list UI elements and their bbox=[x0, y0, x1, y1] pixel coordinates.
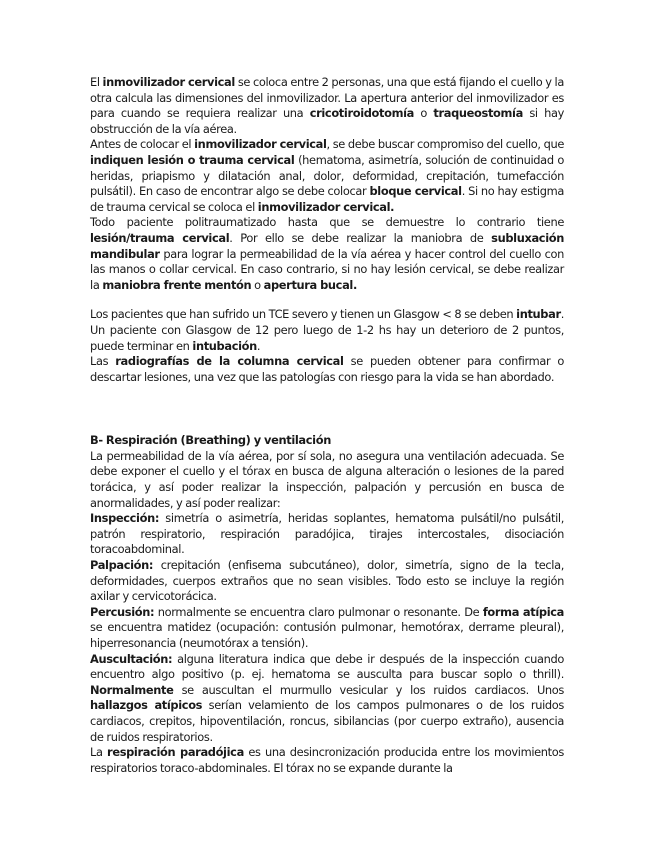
text-run: alguna literatura indica que debe ir después de la inspección cuando encuentro algo positivo (p. ej. hematoma se ausculta para buscar soplo o thrill). bbox=[90, 651, 564, 682]
text-run: Antes de colocar el bbox=[90, 137, 195, 152]
text-run: se pueden obtener para confirmar o descartar lesiones, una vez que las patologías con riesgo para la vida se han abordado. bbox=[90, 354, 564, 384]
text-run: . bbox=[256, 338, 261, 353]
bold-term: Palpación: bbox=[90, 558, 154, 573]
text-run: (hematoma, asimetría, solución de continuidad o heridas, priapismo y dilatación anal, dolor, deformidad, crepitación, tumefacción pulsátil). En caso de encontrar algo se debe colocar bbox=[90, 152, 564, 199]
bold-term: inmovilizador cervical bbox=[102, 75, 235, 89]
section-a-body bbox=[90, 75, 564, 385]
bold-term: forma atípica bbox=[482, 604, 564, 619]
bold-term: hallazgos atípicos bbox=[90, 698, 203, 713]
section-b-body bbox=[90, 449, 564, 776]
paragraph bbox=[90, 449, 564, 511]
paragraph bbox=[90, 605, 564, 652]
bold-term: Inspección: bbox=[90, 511, 160, 526]
paragraph bbox=[90, 652, 564, 746]
bold-term: radiografías de la columna cervical bbox=[115, 354, 344, 369]
paragraph bbox=[90, 745, 564, 776]
text-run: Las bbox=[90, 354, 116, 369]
bold-term: traqueostomía bbox=[433, 106, 523, 121]
bold-term: indiquen lesión o trauma cervical bbox=[90, 152, 295, 167]
bold-term: respiración paradójica bbox=[107, 745, 244, 760]
text-run: se coloca entre 2 personas, una que está fijando el cuello y la otra calcula las dimensiones del inmovilizador. La apertura anterior del inmovilizador es para cuando se requiera realizar una bbox=[90, 75, 564, 121]
bold-term: apertura bucal. bbox=[263, 277, 357, 292]
text-run: . Un paciente con Glasgow de 12 pero luego de 1-2 hs hay un deterioro de 2 puntos, puede terminar en bbox=[90, 307, 564, 353]
paragraph bbox=[90, 354, 564, 385]
text-run: El bbox=[90, 75, 103, 89]
section-b-title: B- Respiración (Breathing) y ventilación bbox=[90, 433, 331, 448]
bold-term: Auscultación: bbox=[90, 651, 173, 666]
text-run: La permeabilidad de la vía aérea, por sí sola, no asegura una ventilación adecuada. Se debe exponer el cuello y el tórax en busca de alguna alteración o lesiones de la pared torácica, y así poder realizar la inspección, palpación y percusión en busca de anormalidades, y así poder realizar: bbox=[90, 448, 564, 510]
paragraph bbox=[90, 75, 564, 137]
text-run: , se debe buscar compromiso del cuello, que bbox=[326, 137, 564, 152]
document-page bbox=[90, 75, 564, 776]
text-run: si hay obstrucción de la vía aérea. bbox=[90, 106, 564, 136]
text-run: o bbox=[251, 277, 264, 292]
bold-term: lesión/trauma cervical bbox=[90, 230, 230, 245]
bold-term: Normalmente bbox=[90, 682, 174, 697]
paragraph bbox=[90, 558, 564, 605]
text-run: se encuentra matidez (ocupación: contusión pulmonar, hemotórax, derrame pleural), hiperresonancia (neumotórax a tensión). bbox=[90, 620, 564, 650]
text-run: Los pacientes que han sufrido un TCE severo y tienen un Glasgow < 8 se deben bbox=[90, 307, 517, 322]
paragraph bbox=[90, 215, 564, 293]
text-run: simetría o asimetría, heridas soplantes, hematoma pulsátil/no pulsátil, patrón respiratorio, respiración paradójica, tirajes intercostales, disociación toracoabdominal. bbox=[90, 511, 564, 557]
bold-term: bloque cervical bbox=[369, 184, 462, 199]
text-run: normalmente se encuentra claro pulmonar o resonante. De bbox=[154, 604, 483, 619]
text-run: . Por ello se debe realizar la maniobra de bbox=[229, 230, 492, 245]
text-run: serían velamiento de los campos pulmonares o de los ruidos cardiacos, crepitos, hipoventilación, roncus, sibilancias (por cuerpo extraño), ausencia de ruidos respiratorios. bbox=[90, 698, 564, 744]
paragraph bbox=[90, 137, 564, 215]
text-run: o bbox=[414, 106, 434, 121]
bold-term: intubar bbox=[516, 307, 561, 322]
bold-term: Percusión: bbox=[90, 604, 155, 619]
bold-term: maniobra frente mentón bbox=[102, 277, 252, 292]
bold-term: intubación bbox=[192, 338, 257, 353]
bold-term: inmovilizador cervical. bbox=[257, 199, 395, 214]
bold-term: cricotiroidotomía bbox=[309, 106, 415, 121]
text-run: se auscultan el murmullo vesicular y los ruidos cardiacos. Unos bbox=[173, 682, 564, 697]
bold-term: subluxación mandibular bbox=[90, 230, 564, 261]
paragraph bbox=[90, 307, 564, 354]
paragraph bbox=[90, 511, 564, 558]
text-run: Todo paciente politraumatizado hasta que se demuestre lo contrario tiene bbox=[90, 215, 564, 230]
text-run: para lograr la permeabilidad de la vía aérea y hacer control del cuello con las manos o collar cervical. En caso contrario, si no hay lesión cervical, se debe realizar la bbox=[90, 246, 564, 292]
text-run: La bbox=[90, 745, 108, 760]
text-run: . Si no hay estigma de trauma cervical se coloca el bbox=[90, 184, 564, 214]
text-run: es una desincronización producida entre los movimientos respiratorios toraco-abdominales. El tórax no se expande durante la bbox=[90, 745, 564, 775]
bold-term: inmovilizador cervical bbox=[194, 137, 327, 152]
text-run: crepitación (enfisema subcutáneo), dolor, simetría, signo de la tecla, deformidades, cuerpos extraños que no sean visibles. Todo esto se incluye la región axilar y cervicotorácica. bbox=[90, 558, 564, 604]
